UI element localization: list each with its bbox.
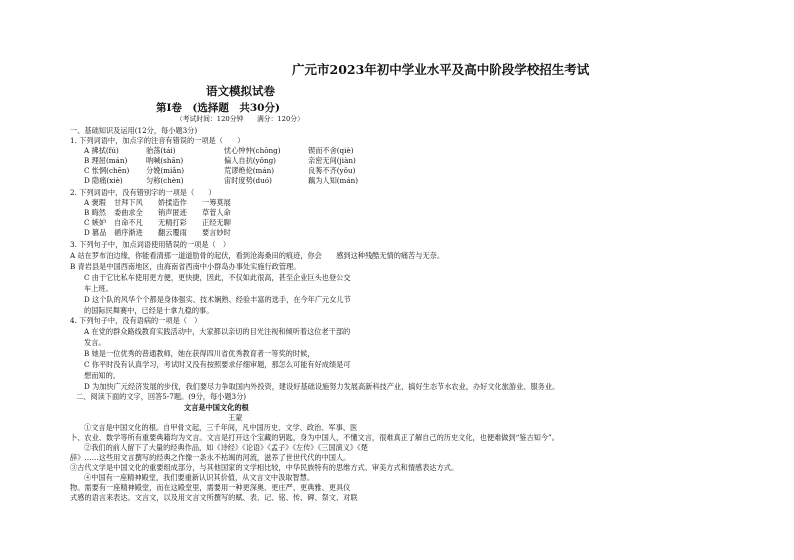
- q1-a-3: 忧心忡忡(chōng): [224, 146, 281, 155]
- q4-line: C 你平时没有认真学习，考试时又没有按照要求仔细审题，那怎么可能有好成绩是可: [84, 360, 351, 369]
- q2-d-4: 要言妙时: [202, 228, 231, 237]
- q1-option-c: [84, 166, 355, 175]
- q3-line: 的国际民舞赛中，已经是十拿九稳的事。: [84, 306, 214, 315]
- article-paragraph: ④中国有一座精神殿堂，我们要重新认识其价值，从文言文中汲取智慧。: [84, 473, 315, 482]
- q2-b-3: 销声匿迹: [158, 208, 187, 217]
- article-author: 王蒙: [228, 413, 243, 422]
- q1-a-1: A 拂拭(fú): [84, 146, 119, 155]
- q3-line: B 青岩县是中国西南地区，由海南省西南中小群岛办事处实施行政管理。: [70, 262, 301, 271]
- q1-stem: 1. 下列词语中，加点字的注音有错误的一项是（ ）: [70, 136, 245, 145]
- q2-c-2: 自命不凡: [114, 218, 143, 227]
- q1-option-d: [84, 176, 358, 185]
- q1-d-4: 藕为人知(mán): [308, 176, 359, 185]
- q1-b-1: B 理屈(mán): [84, 156, 128, 165]
- q2-stem: 2. 下列词语中，没有错别字的一项是（ ）: [70, 188, 216, 197]
- q2-option-a: [84, 198, 231, 207]
- article-paragraph: ③古代文学是中国文化的重要组成部分，与其他国家的文学相比较，中华民族特有的思维方式、审美方式和情感表达方式。: [70, 463, 459, 472]
- sub-title: 语文模拟试卷: [206, 84, 275, 98]
- article-title: 文言是中国文化的根: [184, 403, 249, 412]
- q4-line: 发言。: [84, 338, 106, 347]
- q3-line: C 由于它比私车使用更方便，更快捷，因此，不仅如此很高，甚至企业巨头也登公交: [84, 273, 351, 282]
- q1-c-3: 荒谬绝伦(mán): [224, 166, 275, 175]
- article-paragraph: ②我们的前人留下了大量的经典作品，如《诗经》《论语》《孟子》《左传》《三国演义》《楚: [84, 443, 368, 452]
- part-two-heading: 二、阅读下面的文字，回答5-7题。(9分，每小题3分): [76, 392, 247, 401]
- q2-a-2: 甘拜下风: [114, 198, 143, 207]
- q1-option-a: [84, 146, 354, 155]
- q1-c-4: 良莠不齐(yǒu): [308, 166, 356, 175]
- q2-c-4: 正经无聊: [202, 218, 231, 227]
- q1-d-1: D 隐痛(xiè): [84, 176, 123, 185]
- q2-b-4: 草菅人命: [202, 208, 231, 217]
- article-paragraph: 辞》……这些用文言撰写的经典之作像一条永不枯竭的河流，滋养了世世代代的中国人。: [70, 453, 351, 462]
- q1-b-4: 亲密无间(jiàn): [308, 156, 356, 165]
- q1-d-2: 匀称(chèn): [146, 176, 184, 185]
- q2-d-3: 翻云覆雨: [158, 228, 187, 237]
- q3-stem: 3. 下列句子中，加点词语使用错误的一项是（ ）: [70, 240, 231, 249]
- q2-d-1: D 篡品: [84, 228, 107, 237]
- article-paragraph: ①文言是中国文化的根。自甲骨文起，三千年间，凡中国历史、文学、政治、军事、医: [84, 423, 358, 432]
- q1-c-1: C 怅惘(chēn): [84, 166, 130, 175]
- q1-b-3: 偏人自抗(yǒng): [224, 156, 276, 165]
- q2-c-3: 无精打彩: [158, 218, 187, 227]
- q4-line: A 在党的群众路线教育实践活动中，大家都以亲切的目光注视和倾听着这位老干部的: [84, 327, 351, 336]
- q2-d-2: 循序渐进: [114, 228, 143, 237]
- q2-a-4: 一筹莫展: [202, 198, 231, 207]
- article-paragraph: 物。需要有一座精神殿堂，而在这殿堂里，需要用一种更深奥、更庄严、更典雅、更具仪: [70, 483, 351, 492]
- q3-line: A 站在罗布泊边缘，你能看清那一道道肋骨的起伏，看到沧海桑田的痕迹，你会 感到这种残酷无情的痛苦与无奈。: [70, 251, 445, 260]
- q1-a-4: 锲而不舍(qiè): [308, 146, 354, 155]
- q4-line: D 为加快广元经济发展的步伐，我们要尽力争取国内外投资，建设好基础设施努力发展高新科技产业，搞好生态节水农业，办好文化旅游业、服务业。: [84, 382, 560, 391]
- q2-option-d: [84, 228, 231, 237]
- exam-info: （考试时间：120分钟 满分：120分）: [176, 115, 304, 123]
- q2-a-1: A 褒瑕: [84, 198, 106, 207]
- q1-c-2: 分娩(miǎn): [146, 166, 185, 175]
- part-one-heading: 一、基础知识及运用(12分，每小题3分): [70, 126, 198, 135]
- main-title: 广元市2023年初中学业水平及高中阶段学校招生考试: [292, 62, 590, 77]
- q4-stem: 4. 下列句子中，没有语病的一项是（ ）: [70, 316, 202, 325]
- q4-line: 想而知的。: [84, 371, 120, 380]
- q2-b-2: 委曲求全: [114, 208, 143, 217]
- q2-c-1: C 嫉妒: [84, 218, 107, 227]
- q1-d-3: 宙时度势(duó): [224, 176, 272, 185]
- q1-a-2: 骀荡(tái): [146, 146, 176, 155]
- q3-line: 车上班。: [84, 284, 113, 293]
- q1-b-2: 呐喊(shān): [146, 156, 184, 165]
- q2-option-c: [84, 218, 231, 227]
- article-paragraph: 式感的语言来表达。文言文，以及用文言文所撰写的赋、表、记、铭、传、碑、祭文、对联: [70, 493, 358, 502]
- q1-option-b: [84, 156, 356, 165]
- article-paragraph: 卜、农业、数学等所有重要典籍均为文言。文言是打开这个宝藏的钥匙，身为中国人，不懂文言，很难真正了解自己的历史文化，也便难做到“鉴古知今”。: [70, 433, 559, 442]
- q2-b-1: B 晦然: [84, 208, 106, 217]
- section-title: 第Ⅰ卷 (选择题 共30分): [156, 102, 280, 114]
- q3-line: D 这个队的风华个个都是身体强实、技术娴熟、经验丰富的选手，在今年广元女儿节: [84, 295, 351, 304]
- q2-option-b: [84, 208, 231, 217]
- q2-a-3: 娇揉造作: [158, 198, 187, 207]
- q4-line: B 她是一位优秀的普通教师，她在获得四川省优秀教育者一等奖的时候，: [84, 349, 315, 358]
